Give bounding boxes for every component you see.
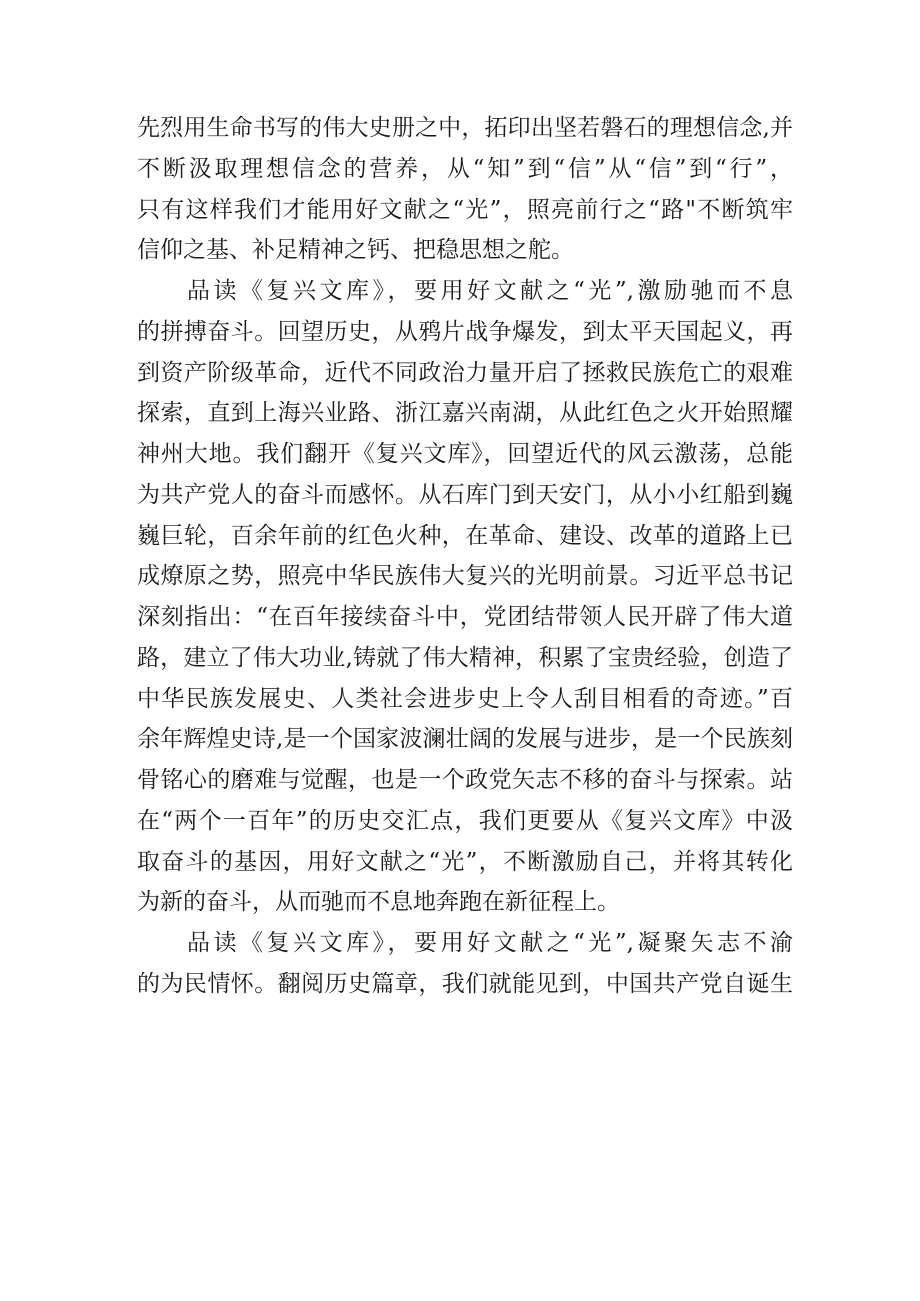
- text-line: 的为民情怀。翻阅历史篇章，我们就能见到，中国共产党自诞生: [137, 970, 793, 997]
- text-line: 不断汲取理想信念的营养，从“知”到“信”从“信”到“行”，: [137, 155, 793, 182]
- body-text: [137, 108, 793, 1005]
- text-line: 深刻指出：“在百年接续奋斗中，党团结带领人民开辟了伟大道: [137, 604, 793, 630]
- text-line: 到资产阶级革命，近代不同政治力量开启了拯救民族危亡的艰难: [137, 359, 793, 386]
- text-line: 取奋斗的基因，用好文献之“光”，不断激励自己，并将其转化: [137, 848, 793, 875]
- text-line: 中华民族发展史、人类社会进步史上令人刮目相看的奇迹。”百: [137, 685, 793, 712]
- text-line: 巍巨轮，百余年前的红色火种，在革命、建设、改革的道路上已: [137, 522, 793, 549]
- text-line: 骨铭心的磨难与觉醒，也是一个政党矢志不移的奋斗与探索。站: [137, 767, 793, 793]
- text-line: 信仰之基、补足精神之钙、把稳思想之舵。: [137, 237, 574, 264]
- text-line: 先烈用生命书写的伟大史册之中，拓印出坚若磐石的理想信念,并: [137, 115, 793, 141]
- text-line: 为新的奋斗，从而驰而不息地奔跑在新征程上。: [137, 889, 620, 916]
- text-line: 在“两个一百年”的历史交汇点，我们更要从《复兴文库》中汲: [137, 807, 793, 834]
- text-line: 路，建立了伟大功业,铸就了伟大精神，积累了宝贵经验，创造了: [137, 644, 793, 671]
- text-line: 为共产党人的奋斗而感怀。从石库门到天安门，从小小红船到巍: [137, 481, 793, 508]
- paragraph-first-line: 品读《复兴文库》，要用好文献之“光”,凝聚矢志不渝: [187, 930, 793, 956]
- text-line: 的拼搏奋斗。回望历史，从鸦片战争爆发，到太平天国起义，再: [137, 318, 793, 345]
- text-line: 余年辉煌史诗,是一个国家波澜壮阔的发展与进步，是一个民族刻: [137, 726, 793, 753]
- text-line: 成燎原之势，照亮中华民族伟大复兴的光明前景。习近平总书记: [137, 563, 793, 590]
- text-line: 探索，直到上海兴业路、浙江嘉兴南湖，从此红色之火开始照耀: [137, 400, 793, 427]
- text-line: 神州大地。我们翻开《复兴文库》，回望近代的风云激荡，总能: [137, 441, 793, 467]
- text-line: 只有这样我们才能用好文献之“光”，照亮前行之“路"不断筑牢: [137, 196, 793, 223]
- paragraph-first-line: 品读《复兴文库》，要用好文献之“光”,激励驰而不息: [187, 278, 793, 304]
